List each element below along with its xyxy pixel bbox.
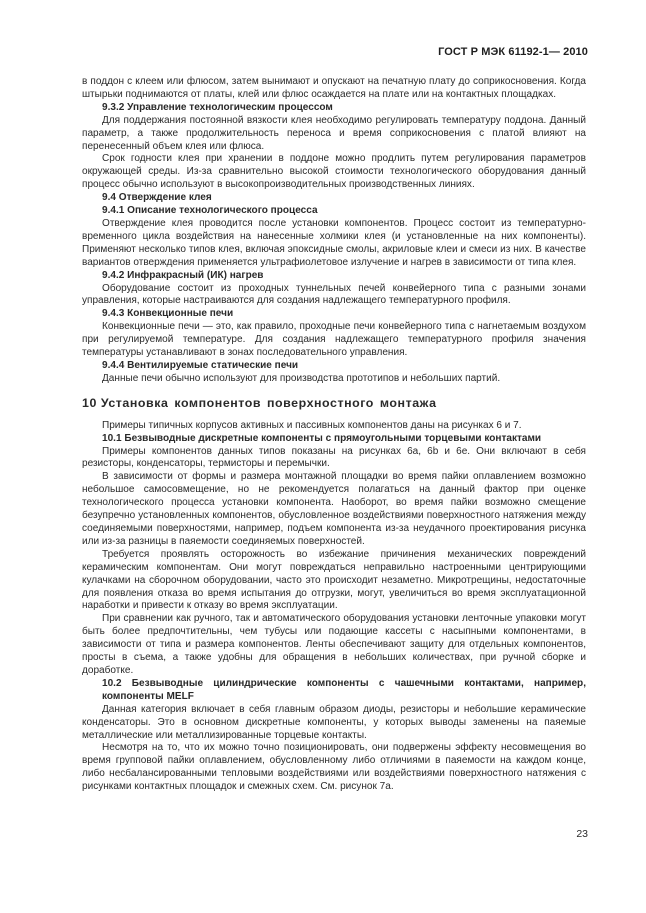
paragraph: Данные печи обычно используют для производства прототипов и небольших партий. xyxy=(102,372,501,384)
paragraph: В зависимости от формы и размера монтажной площадки во время пайки оплавлением возможно небольшое самосовмещение, но не рекомендуется полагаться на данный фактор при оценке технологического процесса установки компонента. Наоборот, во время пайки возможно смещение безупречно установленных компонентов, обусловленное воздействиями поверхностного натяжения между соединяемыми поверхностями, например, подъем компонента из-за неудачного проектирования рисунка или из-за разницы в паяемости соединяемых поверхностей. xyxy=(82,471,586,547)
subsection-heading: 9.4.3 Конвекционные печи xyxy=(102,308,234,320)
subsection-heading: 9.4 Отверждение клея xyxy=(102,192,212,204)
document-header: ГОСТ Р МЭК 61192-1— 2010 xyxy=(438,46,588,58)
subsection-heading: 9.4.2 Инфракрасный (ИК) нагрев xyxy=(102,269,264,281)
paragraph: в поддон с клеем или флюсом, затем вынимают и опускают на печатную плату до соприкосновения. Когда штырьки поднимаются от платы, клей или флюс осаждается на плате или на контактных площадках. xyxy=(82,76,586,100)
paragraph: Данная категория включает в себя главным образом диоды, резисторы и небольшие керамические конденсаторы. Это в основном дискретные компоненты, у которых выводы заменены на паяемые металлические или металлизированные торцевые контакты. xyxy=(82,703,586,741)
subsection-heading: 9.3.2 Управление технологическим процессом xyxy=(102,101,333,113)
section-number: 10 xyxy=(82,395,97,410)
section-title: Установка компонентов поверхностного монтажа xyxy=(100,395,437,410)
subsection-heading: 9.4.4 Вентилируемые статические печи xyxy=(102,359,299,371)
subsection-heading: 10.1 Безвыводные дискретные компоненты с прямоугольными торцевыми контактами xyxy=(102,432,542,444)
subsection-heading: 10.2 Безвыводные цилиндрические компоненты с чашечными контактами, например, компоненты MELF xyxy=(102,677,586,702)
paragraph: Отверждение клея проводится после установки компонентов. Процесс состоит из температурно-временного цикла воздействия на нанесенные холмики клея (и установленные на них компоненты). Применяют несколько типов клея, включая эпоксидные смолы, акриловые клеи и смеси из них. В качестве вариантов отверждения применяется ультрафиолетовое излучение и нагрев в зависимости от типа клея. xyxy=(82,217,586,268)
paragraph: Примеры типичных корпусов активных и пассивных компонентов даны на рисунках 6 и 7. xyxy=(102,419,522,431)
paragraph: Для поддержания постоянной вязкости клея необходимо регулировать температуру поддона. Данный параметр, а также продолжительность переноса и время соприкосновения с платой влияют на перенесенный объем клея или флюса. xyxy=(82,114,586,152)
paragraph: Оборудование состоит из проходных туннельных печей конвейерного типа с разными зонами управления, которые настраиваются для создания надлежащего температурного профиля. xyxy=(82,282,586,307)
paragraph: Требуется проявлять осторожность во избежание причинения механических повреждений керамическим компонентам. Они могут повреждаться неправильно настроенными центрирующими кулачками на сборочном оборудовании, часто это происходит незаметно. Микротрещины, недостаточные для появления отказа во время испытания до отгрузки, могут, увеличиться во время эксплуатационной наработки и привести к отказу во время эксплуатации. xyxy=(82,548,586,612)
paragraph: При сравнении как ручного, так и автоматического оборудования установки ленточные упаковки могут быть более предпочтительны, чем тубусы или подающие кассеты с насыпными компонентами, в зависимости от типа и размера компонентов. Ленты обеспечивают защиту для отдельных компонентов, просты в съема, а также удобны для обращения в небольших количествах, при ручной сборке и доработке. xyxy=(82,613,586,676)
section-heading xyxy=(82,396,586,410)
paragraph: Конвекционные печи — это, как правило, проходные печи конвейерного типа с нагнетаемым воздухом при регулируемой температуре. Для создания надлежащего температурного профиля значения температуры устанавливают в зонах последовательного управления. xyxy=(82,321,586,359)
page-number: 23 xyxy=(576,828,588,840)
paragraph: Срок годности клея при хранении в поддоне можно продлить путем регулирования параметров окружающей среды. Из-за сравнительно высокой стоимости технологического оборудования данный процесс обычно используют в высокопроизводительных производственных линиях. xyxy=(82,153,586,191)
paragraph: Несмотря на то, что их можно точно позиционировать, они подвержены эффекту несовмещения во время групповой пайки оплавлением, обусловленному либо отличиями в паяемости на каждом конце, либо несбалансированными тепловыми воздействиями или воздействиями поверхностного натяжения с рисунками контактных площадок и смежных схем. См. рисунок 7а. xyxy=(82,742,586,793)
paragraph: Примеры компонентов данных типов показаны на рисунках 6а, 6b и 6е. Они включают в себя резисторы, конденсаторы, термисторы и перемычки. xyxy=(82,445,586,470)
subsection-heading: 9.4.1 Описание технологического процесса xyxy=(102,205,318,217)
page-content xyxy=(82,76,586,794)
